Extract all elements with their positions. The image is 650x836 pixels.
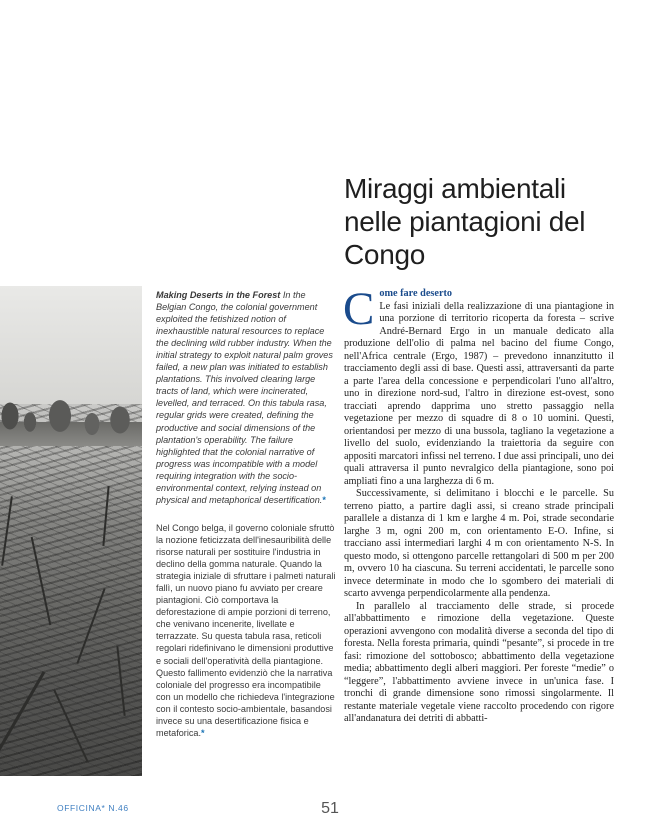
english-caption (156, 289, 336, 506)
photo-stick (53, 689, 89, 762)
drop-cap: C (343, 283, 375, 335)
title-line: nelle piantagioni del (344, 206, 586, 237)
photo-stick (31, 537, 52, 625)
caption-it-text: Nel Congo belga, il governo coloniale sfruttò la nozione feticizzata dell'inesauribilità delle risorse naturali per sostituire l'industria in declino della gomma naturale. Quando la strategia iniziale di sfruttare i palmeti naturali fallì, un nuovo piano fu avviato per creare piantagioni. Ciò comportava la deforestazione di ampie porzioni di terreno, che venivano incenerite, livellate e terrazzate. Su questa tabula rasa, reticoli regolari ridefinivano le dimensioni produttive e sociali dell'operatività della piantagione. Questo fallimento evidenziò che la narrativa coloniale del progresso era incompatibile con un modello che richiedeva l'integrazione con il contesto socio-ambientale, basandosi invece su una desertificazione fisica e metaforica. (156, 523, 336, 738)
magazine-issue: OFFICINA* N.46 (57, 803, 129, 813)
star-icon: * (322, 494, 326, 505)
section-subhead: ome fare deserto (379, 288, 453, 299)
photo-treeline (0, 386, 142, 446)
photo-stick (1, 496, 13, 566)
caption-lead: Making Deserts in the Forest (156, 290, 281, 300)
star-icon: * (200, 727, 205, 738)
photo-stick (116, 646, 125, 716)
title-line: Congo (344, 239, 426, 270)
italian-caption (156, 522, 336, 739)
deforestation-photo (0, 286, 142, 776)
article-body (343, 283, 614, 726)
page-number: 51 (321, 800, 339, 817)
title-line: Miraggi ambientali (344, 173, 566, 204)
article-title (344, 172, 634, 271)
photo-stick (102, 486, 109, 546)
paragraph-2: Successivamente, si delimitano i blocchi e le parcelle. Su terreno piatto, a partire dagli assi, si creano strade principali parallele a distanza di 1 km e larghe 4 m. Poi, strade secondarie larghe 3 m, ogni 200 m, con orientamento E-O. Infine, si tracciano assi intermediari larghi 4 m con orientamento N-S. In questo modo, si ottengono parcelle rettangolari di 500 m per 200 m, ovvero 10 ha ciascuna. Su terreni accidentati, le parcelle sono invece determinate in modo che lo sgombero dei materiali di scarto avvenga perpendicolarmente alla pendenza. (344, 488, 614, 599)
photo-stick (76, 588, 105, 664)
paragraph-1-text: Le fasi iniziali della realizzazione di una piantagione in una porzione di territorio ricoperta da foresta – scrive André-Bernard Ergo in un manuale dedicato alla produzione dell'olio di palma nel bacino del fiume Congo, nell'Africa centrale (Ergo, 1987) – prevedono innanzitutto il tracciamento degli assi di base. Questi assi, attraversanti da parte a parte l'area della concessione e perpendicolari l'uno all'altro, uno in direzione nord-sud, l'altro in direzione est-ovest, sono tracciati aprendo dapprima uno stretto passaggio nella vegetazione per mezzo di squadre di 8 o 10 uomini. Questi, orientandosi per mezzo di una bussola, tagliano la vegetazione a livello del suolo, evidenziando la traiettoria da seguire con appositi marcatori infissi nel terreno. I due assi principali, uno dei quali attraversa il punto nevralgico della piantagione, sono poi ampliati fino a una larghezza di 6 m. (344, 300, 614, 487)
paragraph-1 (343, 283, 614, 488)
paragraph-3: In parallelo al tracciamento delle strade, si procede all'abbattimento e rimozione della vegetazione. Queste operazioni avvengono con modalità diverse a seconda del tipo di foresta. Nella foresta primaria, quindi “pesante”, si procede in tre fasi: rimozione del sottobosco; abbattimento della vegetazione media; abbattimento degli alberi maggiori. Per foreste “medie” o “leggere”, l'abbattimento avviene invece in un'unica fase. I tronchi di grande dimensione sono rimossi singolarmente. Il restante materiale vegetale viene raccolto procedendo con rigore all'andanatura dei detriti di abbatti- (344, 600, 614, 724)
caption-text: In the Belgian Congo, the colonial government exploited the fetishized notion of inexhaustible natural resources to replace the declining wild rubber industry. When the initial strategy to exploit natural palm groves failed, a new plan was initiated to establish plantations. This involved clearing large tracts of land, which were incinerated, levelled, and terraced. On this tabula rasa, regular grids were created, defining the productive and social dimensions of the plantation's operability. The failure highlighted that the colonial narrative of progress was incompatible with a model requiring integration with the socio-environmental context, relying instead on physical and metaphorical desertification. (156, 290, 333, 505)
photo-stick (0, 671, 45, 750)
